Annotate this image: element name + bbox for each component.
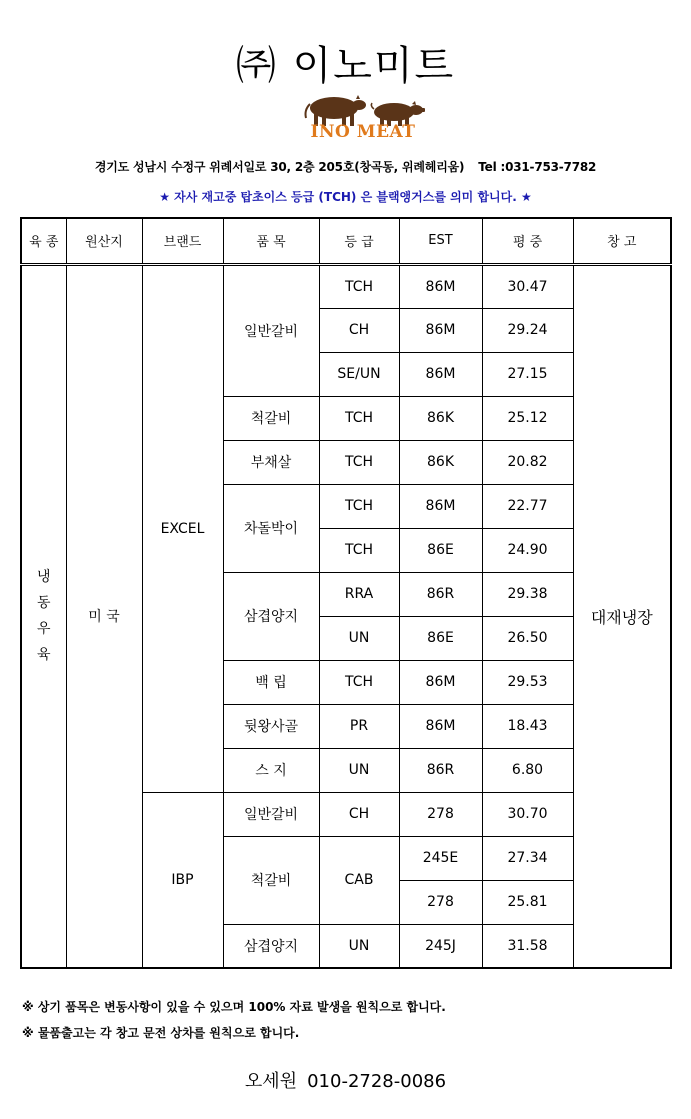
weight-cell: 27.15 (482, 352, 573, 396)
grade-cell: CH (319, 308, 399, 352)
est-cell: 86E (399, 528, 482, 572)
weight-cell: 25.12 (482, 396, 573, 440)
footnote-stock-change: ※ 상기 품목은 변동사항이 있을 수 있으며 100% 자료 발생을 원칙으로 합니다. (22, 1000, 446, 1014)
grade-cell: CAB (319, 836, 399, 924)
header-weight: 평 중 (482, 218, 573, 264)
company-logo (298, 92, 428, 144)
item-cell: 삼겹양지 (223, 924, 319, 968)
header-meat-type: 육 종 (21, 218, 66, 264)
item-cell: 차돌박이 (223, 484, 319, 572)
weight-cell: 6.80 (482, 748, 573, 792)
est-cell: 245J (399, 924, 482, 968)
meat-type-char: 육 (36, 647, 51, 664)
item-cell: 부채살 (223, 440, 319, 484)
item-cell: 스 지 (223, 748, 319, 792)
weight-cell: 31.58 (482, 924, 573, 968)
est-cell: 86M (399, 484, 482, 528)
est-cell: 86E (399, 616, 482, 660)
header-grade: 등 급 (319, 218, 399, 264)
inventory-table-wrapper (20, 217, 670, 969)
grade-cell: SE/UN (319, 352, 399, 396)
grade-cell: TCH (319, 264, 399, 308)
item-cell: 백 립 (223, 660, 319, 704)
company-address-line (0, 158, 691, 175)
grade-cell: TCH (319, 660, 399, 704)
est-cell: 86R (399, 748, 482, 792)
header-origin: 원산지 (66, 218, 142, 264)
weight-cell: 20.82 (482, 440, 573, 484)
est-cell: 86R (399, 572, 482, 616)
contact-phone: 010-2728-0086 (307, 1071, 447, 1092)
item-cell: 일반갈비 (223, 792, 319, 836)
inventory-table (20, 217, 672, 969)
grade-notice: ★ 자사 재고중 탑초이스 등급 (TCH) 은 블랙앵거스를 의미 합니다. ★ (159, 190, 532, 204)
grade-cell: TCH (319, 484, 399, 528)
est-cell: 278 (399, 880, 482, 924)
brand-cell: EXCEL (142, 264, 223, 792)
est-cell: 86M (399, 308, 482, 352)
est-cell: 86M (399, 352, 482, 396)
item-cell: 일반갈비 (223, 264, 319, 396)
est-cell: 86K (399, 396, 482, 440)
table-header-row (21, 218, 671, 264)
grade-cell: PR (319, 704, 399, 748)
est-cell: 245E (399, 836, 482, 880)
company-address: 경기도 성남시 수정구 위례서일로 30, 2층 205호(창곡동, 위례헤리움) (94, 160, 465, 174)
header-warehouse: 창 고 (573, 218, 671, 264)
grade-cell: TCH (319, 396, 399, 440)
grade-cell: CH (319, 792, 399, 836)
table-row (21, 264, 671, 308)
grade-cell: TCH (319, 440, 399, 484)
header-est: EST (399, 218, 482, 264)
weight-cell: 30.47 (482, 264, 573, 308)
item-cell: 척갈비 (223, 836, 319, 924)
header-brand: 브랜드 (142, 218, 223, 264)
est-cell: 86M (399, 704, 482, 748)
est-cell: 278 (399, 792, 482, 836)
meat-type-char: 냉 (36, 569, 51, 586)
weight-cell: 25.81 (482, 880, 573, 924)
header-item: 품 목 (223, 218, 319, 264)
item-cell: 척갈비 (223, 396, 319, 440)
grade-cell: UN (319, 748, 399, 792)
weight-cell: 27.34 (482, 836, 573, 880)
company-tel: Tel :031-753-7782 (478, 160, 597, 174)
footnote-shipping: ※ 물품출고는 각 창고 문전 상차를 원칙으로 합니다. (22, 1026, 300, 1040)
item-cell: 삼겹양지 (223, 572, 319, 660)
weight-cell: 26.50 (482, 616, 573, 660)
company-name: ㈜ 이노미트 (235, 43, 456, 89)
grade-cell: TCH (319, 528, 399, 572)
grade-cell: UN (319, 924, 399, 968)
meat-type-char: 우 (36, 621, 51, 638)
logo-text: INO MEAT (310, 122, 416, 142)
brand-cell: IBP (142, 792, 223, 968)
weight-cell: 22.77 (482, 484, 573, 528)
weight-cell: 29.24 (482, 308, 573, 352)
contact-line (0, 1067, 691, 1093)
weight-cell: 24.90 (482, 528, 573, 572)
warehouse-cell: 대재냉장 (573, 264, 671, 968)
est-cell: 86M (399, 264, 482, 308)
origin-cell: 미 국 (66, 264, 142, 968)
est-cell: 86K (399, 440, 482, 484)
weight-cell: 30.70 (482, 792, 573, 836)
contact-name: 오세원 (244, 1071, 298, 1092)
meat-type-cell (21, 264, 66, 968)
grade-cell: UN (319, 616, 399, 660)
est-cell: 86M (399, 660, 482, 704)
item-cell: 뒷왕사골 (223, 704, 319, 748)
grade-cell: RRA (319, 572, 399, 616)
meat-type-char: 동 (36, 595, 51, 612)
weight-cell: 18.43 (482, 704, 573, 748)
weight-cell: 29.53 (482, 660, 573, 704)
weight-cell: 29.38 (482, 572, 573, 616)
